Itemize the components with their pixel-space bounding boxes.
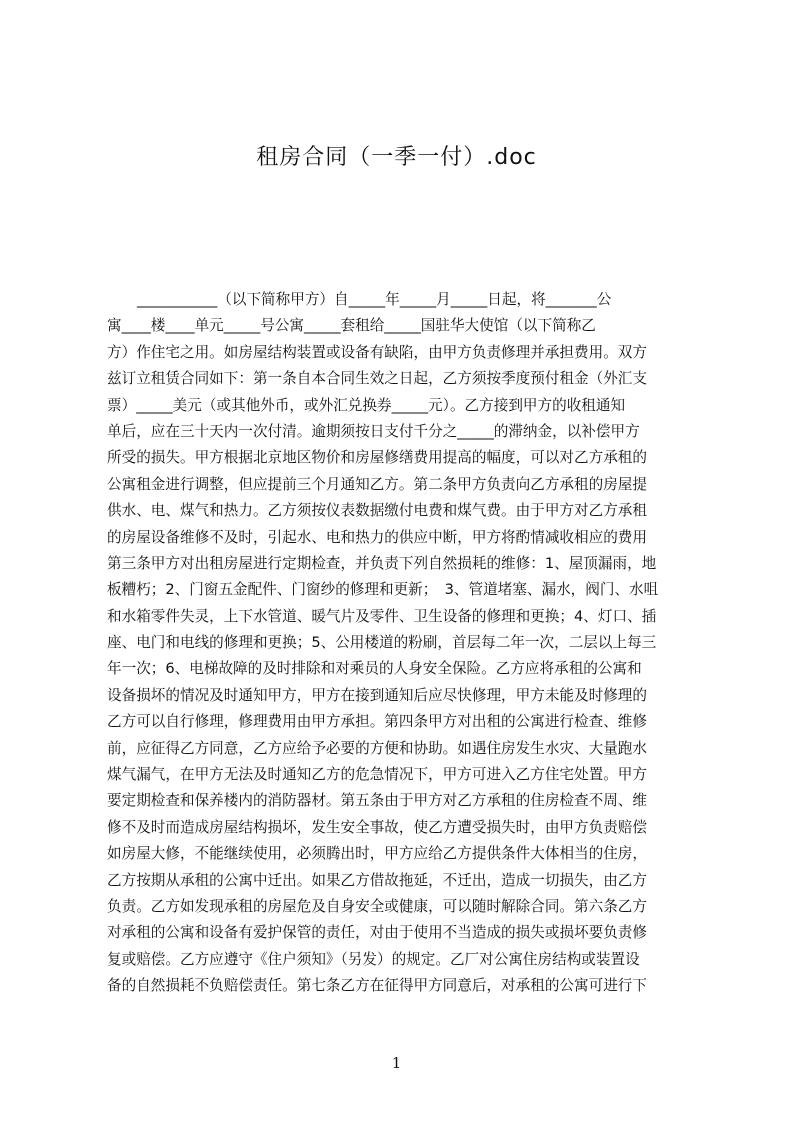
body-line: 票）_____美元（或其他外币，或外汇兑换券_____元）。乙方接到甲方的收租通知 (107, 396, 626, 414)
body-line: 单后，应在三十天内一次付清。逾期须按日支付千分之_____的滞纳金，以补偿甲方 (107, 422, 640, 440)
body-line: ___________（以下简称甲方）自_____年_____月_____日起，将_______公 (137, 291, 612, 308)
body-line: 乙方按期从承租的公寓中迁出。如果乙方借故拖延，不迁出，造成一切损失，由乙方 (107, 871, 647, 889)
body-line: 公寓租金进行调整，但应提前三个月通知乙方。第二条甲方负责向乙方承租的房屋提 (107, 475, 647, 493)
body-line: 修不及时而造成房屋结构损坏，发生安全事故，使乙方遭受损失时，由甲方负责赔偿 (107, 818, 647, 836)
body-line: 寓____楼____单元_____号公寓_____套租给_____国驻华大使馆（以下简称乙 (107, 317, 596, 335)
body-line: 和水箱零件失灵，上下水管道、暖气片及零件、卫生设备的修理和更换；4、灯口、插 (107, 607, 657, 625)
body-line: 板糟朽；2、门窗五金配件、门窗纱的修理和更新； 3、管道堵塞、漏水，阀门、水咀 (107, 581, 659, 599)
body-line: 的房屋设备维修不及时，引起水、电和热力的供应中断，甲方将酌情减收相应的费用 (107, 528, 647, 546)
body-line: 要定期检查和保养楼内的消防器材。第五条由于甲方对乙方承租的住房检查不周、维 (107, 792, 647, 810)
document-title: 租房合同（一季一付）.doc (256, 145, 537, 170)
body-line: 供水、电、煤气和热力。乙方须按仪表数据缴付电费和煤气费。由于甲方对乙方承租 (107, 502, 647, 520)
body-line: 前，应征得乙方同意，乙方应给予必要的方便和协助。如遇住房发生水灾、大量跑水 (107, 739, 647, 757)
body-line: 复或赔偿。乙方应遵守《住户须知》（另发）的规定。乙厂对公寓住房结构或装置设 (107, 950, 640, 968)
body-line: 年一次；6、电梯故障的及时排除和对乘员的人身安全保险。乙方应将承租的公寓和 (107, 660, 642, 678)
body-line: 座、电门和电线的修理和更换；5、公用楼道的粉刷，首层每二年一次，二层以上每三 (107, 634, 657, 652)
body-line: 煤气漏气，在甲方无法及时通知乙方的危急情况下，甲方可进入乙方住宅处置。甲方 (107, 766, 647, 784)
body-line: 乙方可以自行修理，修理费用由甲方承担。第四条甲方对出租的公寓进行检查、维修 (107, 713, 647, 731)
body-line: 负责。乙方如发现承租的房屋危及自身安全或健康，可以随时解除合同。第六条乙方 (107, 897, 647, 915)
body-line: 设备损坏的情况及时通知甲方，甲方在接到通知后应尽快修理，甲方未能及时修理的 (107, 686, 647, 704)
body-line: 所受的损失。甲方根据北京地区物价和房屋修缮费用提高的幅度，可以对乙方承租的 (107, 449, 647, 467)
body-line: 如房屋大修，不能继续使用，必须腾出时，甲方应给乙方提供条件大体相当的住房， (107, 845, 647, 863)
contract-body (107, 287, 699, 1000)
body-line: 备的自然损耗不负赔偿责任。第七条乙方在征得甲方同意后，对承租的公寓可进行下 (107, 977, 647, 995)
body-line: 对承租的公寓和设备有爱护保管的责任，对由于使用不当造成的损失或损坏要负责修 (107, 924, 647, 942)
body-line: 方）作住宅之用。如房屋结构装置或设备有缺陷，由甲方负责修理并承担费用。双方 (107, 343, 647, 361)
body-line: 第三条甲方对出租房屋进行定期检查，并负责下列自然损耗的维修：1、屋顶漏雨，地 (107, 554, 657, 572)
page-number: 1 (391, 1054, 402, 1072)
body-line: 兹订立租赁合同如下：第一条自本合同生效之日起，乙方须按季度预付租金（外汇支 (107, 370, 647, 388)
